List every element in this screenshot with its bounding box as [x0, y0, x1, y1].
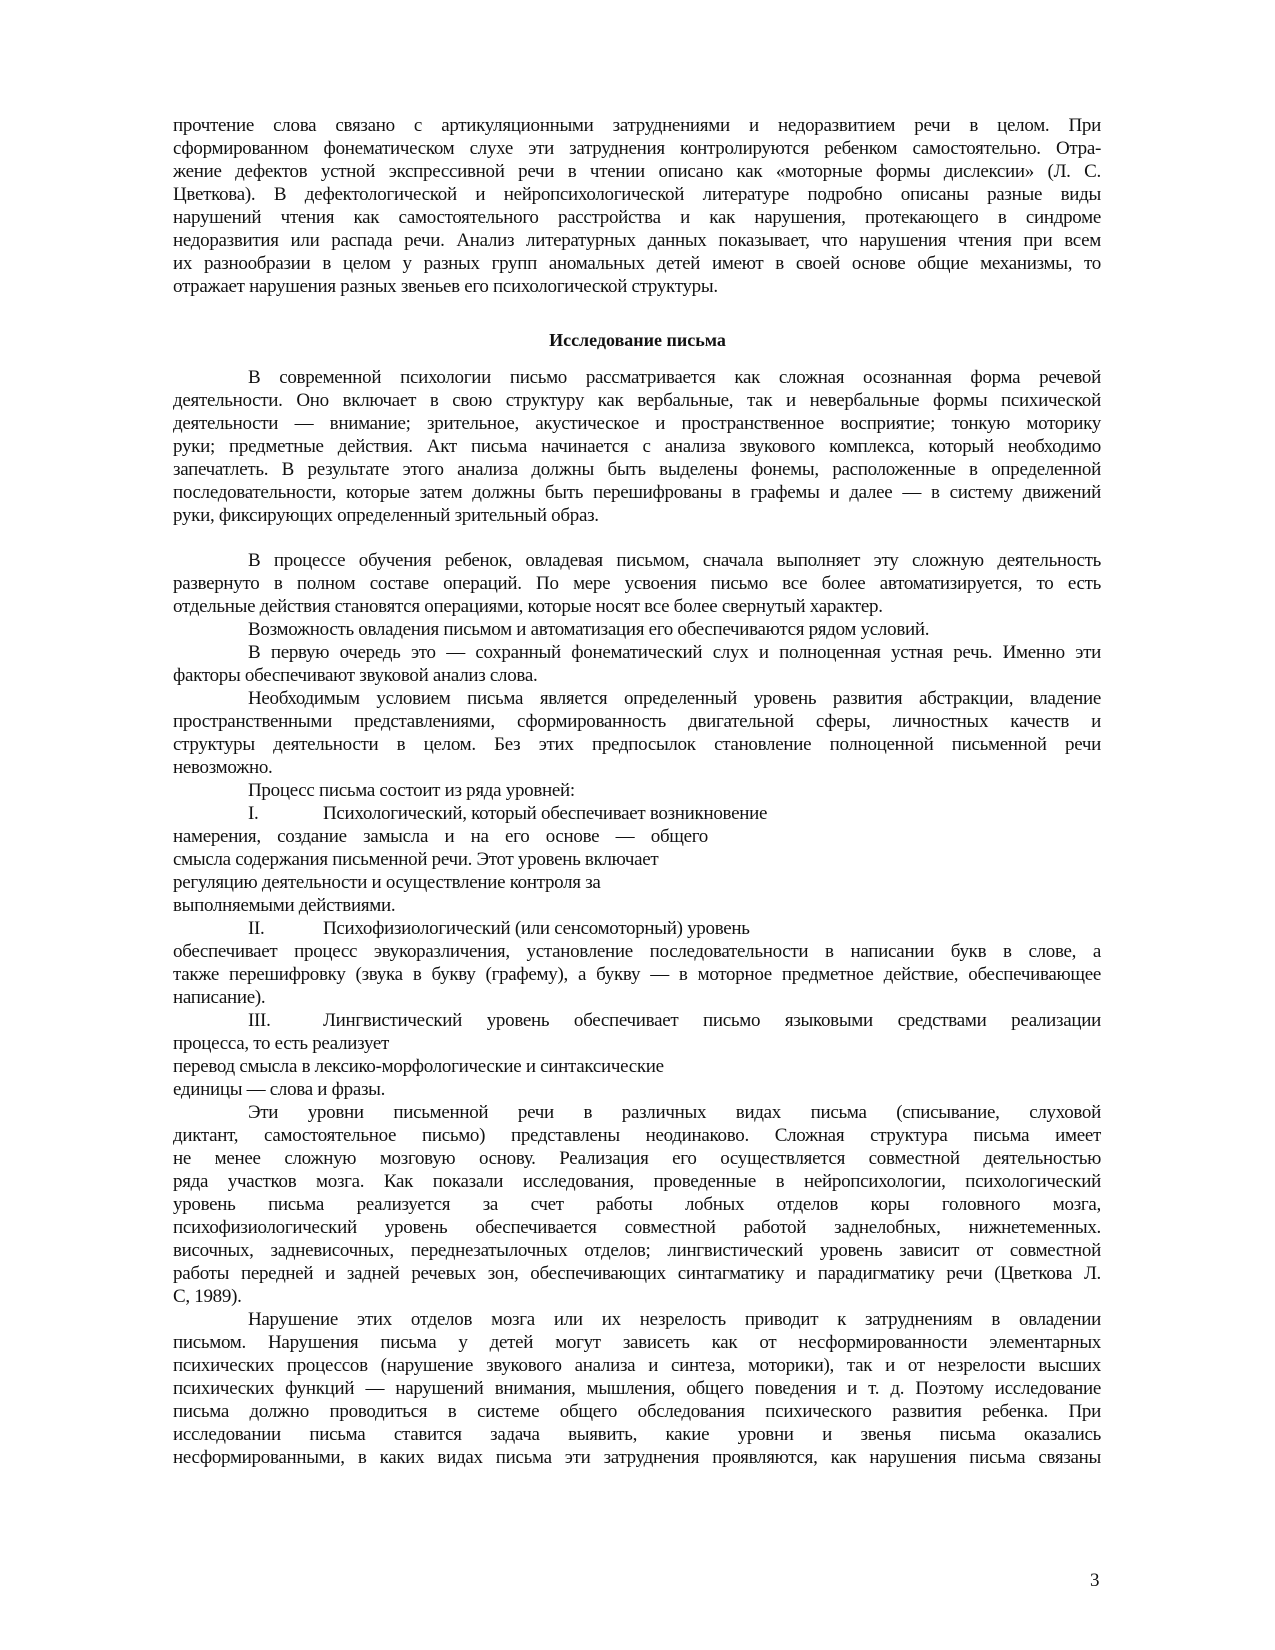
level-heading: [248, 802, 767, 825]
text-line: Нарушение этих отделов мозга или их незрелость приводит к затруднениям в овладении: [248, 1309, 1101, 1330]
text-line: прочтение слова связано с артикуляционными затруднениями и недоразвитием речи в целом. При: [173, 115, 1101, 136]
text-line: жение дефектов устной экспрессивной речи в чтении описано как «моторные формы дислексии» (Л. С.: [173, 161, 1101, 182]
text-line: письмом. Нарушения письма у детей могут зависеть как от несформированности элементарных: [173, 1332, 1101, 1353]
text-line: развернуто в полном составе операций. По мере усвоения письмо все более автоматизируется, то есть: [173, 573, 1101, 594]
text-line: работы передней и задней речевых зон, обеспечивающих синтагматику и парадигматику речи (Цветкова Л.: [173, 1263, 1101, 1284]
text-line: не менее сложную мозговую основу. Реализация его осуществляется совместной деятельностью: [173, 1148, 1101, 1169]
level-numeral: I.: [248, 803, 259, 824]
text-line: психических функций — нарушений внимания, мышления, общего поведения и т. д. Поэтому исследование: [173, 1378, 1101, 1399]
text-line: факторы обеспечивают звуковой анализ слова.: [173, 665, 538, 686]
text-line: В современной психологии письмо рассматривается как сложная осознанная форма речевой: [248, 367, 1101, 388]
text-line: выполняемыми действиями.: [173, 895, 396, 916]
level-first-line: Психофизиологический (или сенсомоторный) уровень: [323, 918, 750, 939]
text-line: последовательности, которые затем должны быть перешифрованы в графемы и далее — в систему движений: [173, 482, 1101, 503]
text-line: невозможно.: [173, 757, 273, 778]
level-heading: [248, 1009, 1101, 1032]
text-line: руки; предметные действия. Акт письма начинается с анализа звукового комплекса, который необходимо: [173, 436, 1101, 457]
text-line: деятельности. Оно включает в свою структуру как вербальные, так и невербальные формы психической: [173, 390, 1101, 411]
text-line: отражает нарушения разных звеньев его психологической структуры.: [173, 276, 718, 297]
text-line: смысла содержания письменной речи. Этот уровень включает: [173, 849, 659, 870]
text-line: В процессе обучения ребенок, овладевая письмом, сначала выполняет эту сложную деятельность: [248, 550, 1101, 571]
levels-intro: Процесс письма состоит из ряда уровней:: [248, 780, 575, 801]
text-line: Необходимым условием письма является определенный уровень развития абстракции, владение: [248, 688, 1101, 709]
section-heading: Исследование письма: [549, 330, 726, 350]
level-numeral: III.: [248, 1010, 271, 1031]
text-line: височных, задневисочных, переднезатылочных отделов; лингвистический уровень зависит от совместной: [173, 1240, 1101, 1261]
text-line: недоразвития или распада речи. Анализ литературных данных показывает, что нарушения чтения при всем: [173, 230, 1101, 251]
text-line: структуры деятельности в целом. Без этих предпосылок становление полноценной письменной речи: [173, 734, 1101, 755]
text-line: нарушений чтения как самостоятельного расстройства и как нарушения, протекающего в синдроме: [173, 207, 1101, 228]
level-heading: [248, 917, 750, 940]
text-line: также перешифровку (звука в букву (графему), а букву — в моторное предметное действие, обеспечивающее: [173, 964, 1101, 985]
level-first-line: Лингвистический уровень обеспечивает письмо языковыми средствами реализации: [323, 1010, 1101, 1031]
level-first-line: Психологический, который обеспечивает возникновение: [323, 803, 768, 824]
text-line: несформированными, в каких видах письма эти затруднения проявляются, как нарушения письма связаны: [173, 1447, 1101, 1468]
paragraph-3: Возможность овладения письмом и автоматизация его обеспечиваются рядом условий.: [248, 619, 930, 640]
text-line: С, 1989).: [173, 1286, 242, 1307]
text-line: психофизиологический уровень обеспечивается совместной работой заднелобных, нижнетеменных.: [173, 1217, 1101, 1238]
text-line: отдельные действия становятся операциями, которые носят все более свернутый характер.: [173, 596, 883, 617]
text-line: исследовании письма ставится задача выявить, какие уровни и звенья письма оказались: [173, 1424, 1101, 1445]
text-line: намерения, создание замысла и на его основе — общего: [173, 826, 708, 847]
text-line: письма должно проводиться в системе общего обследования психического развития ребенка. При: [173, 1401, 1101, 1422]
text-line: запечатлеть. В результате этого анализа должны быть выделены фонемы, расположенные в определенной: [173, 459, 1101, 480]
text-line: обеспечивает процесс эвукоразличения, установление последовательности в написании букв в слове, а: [173, 941, 1101, 962]
text-line: психических процессов (нарушение звукового анализа и синтеза, моторики), так и от незрелости высших: [173, 1355, 1101, 1376]
level-numeral: II.: [248, 918, 265, 939]
text-line: В первую очередь это — сохранный фонематический слух и полноценная устная речь. Именно эти: [248, 642, 1101, 663]
text-line: деятельности — внимание; зрительное, акустическое и пространственное восприятие; тонкую моторику: [173, 413, 1101, 434]
text-line: единицы — слова и фразы.: [173, 1079, 386, 1100]
page-number: 3: [1090, 1570, 1100, 1591]
text-line: диктант, самостоятельное письмо) представлены неодинаково. Сложная структура письма имеет: [173, 1125, 1101, 1146]
text-line: перевод смысла в лексико-морфологические и синтаксические: [173, 1056, 664, 1077]
text-line: Цветкова). В дефектологической и нейропсихологической литературе подробно описаны разные виды: [173, 184, 1101, 205]
text-line: Эти уровни письменной речи в различных видах письма (списывание, слуховой: [248, 1102, 1101, 1123]
text-line: ряда участков мозга. Как показали исследования, проведенные в нейропсихологии, психологический: [173, 1171, 1101, 1192]
text-line: регуляцию деятельности и осуществление контроля за: [173, 872, 601, 893]
text-line: их разнообразии в целом у разных групп аномальных детей имеют в своей основе общие механизмы, то: [173, 253, 1101, 274]
text-line: уровень письма реализуется за счет работы лобных отделов коры головного мозга,: [173, 1194, 1101, 1215]
text-line: сформированном фонематическом слухе эти затруднения контролируются ребенком самостоятельно. Отра-: [173, 138, 1101, 159]
text-line: написание).: [173, 987, 266, 1008]
text-line: процесса, то есть реализует: [173, 1033, 390, 1054]
text-line: пространственными представлениями, сформированность двигательной сферы, личностных качеств и: [173, 711, 1101, 732]
text-line: руки, фиксирующих определенный зрительный образ.: [173, 505, 599, 526]
